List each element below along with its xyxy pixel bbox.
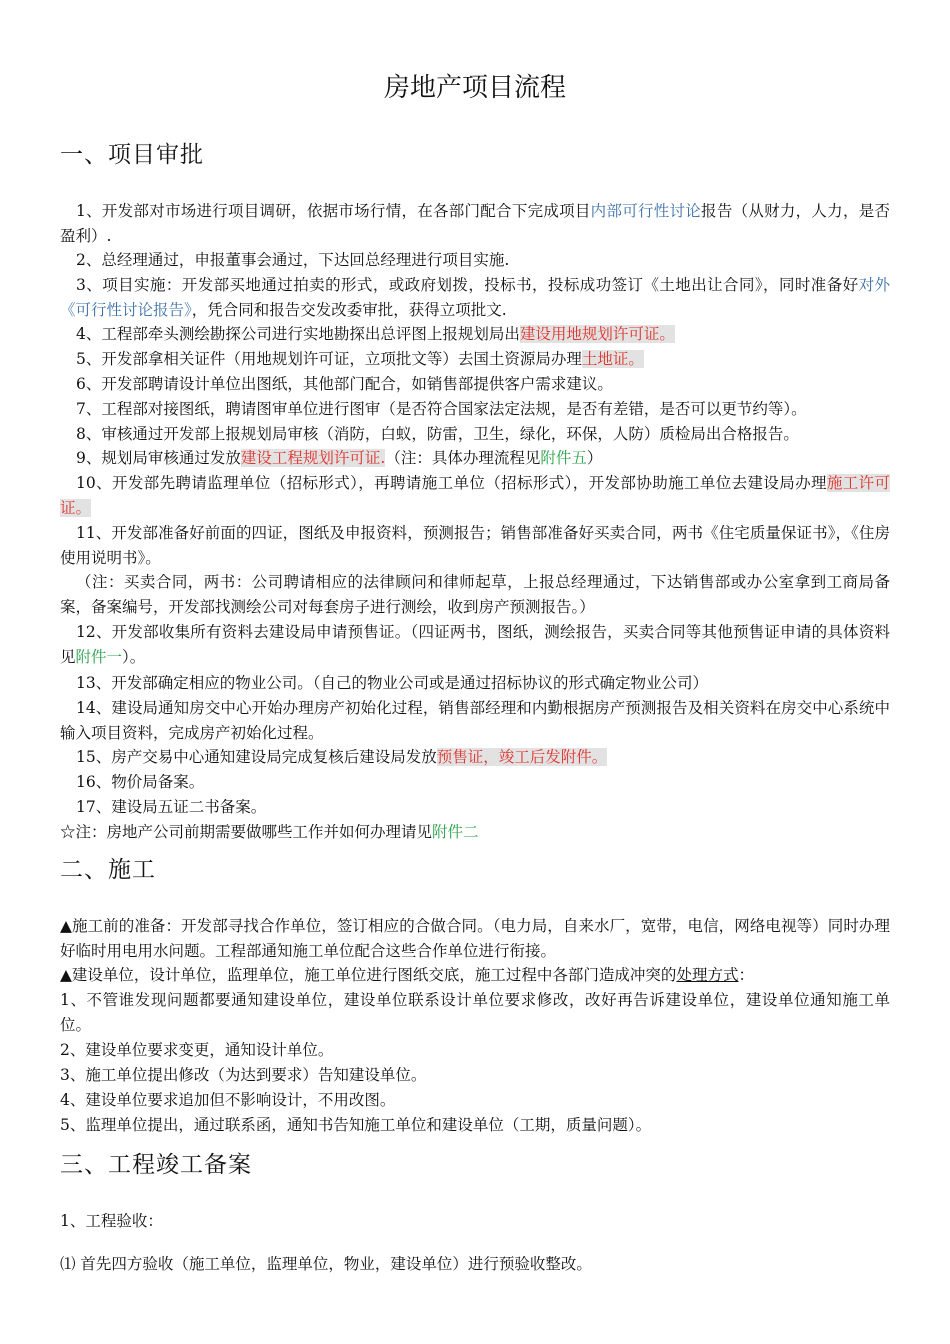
section-heading-construction: 二、施工: [60, 857, 156, 883]
paragraph-item-2: 2、总经理通过，申报董事会通过，下达回总经理进行项目实施.: [76, 251, 510, 269]
paragraph-item-17: 17、建设局五证二书备案。: [76, 798, 267, 816]
item-10-text: 10、开发部先聘请监理单位（招标形式），再聘请施工单位（招标形式），开发部协助施工单位去建设局办理: [76, 474, 827, 492]
section-heading-completion: 三、工程竣工备案: [60, 1152, 252, 1178]
item-12-attachment-link[interactable]: 附件一: [75, 647, 123, 666]
paragraph-rule-1: 1、不管谁发现问题都要通知建设单位，建设单位联系设计单位要求修改，改好再告诉建设单位，建设单位通知施工单位。: [60, 991, 890, 1034]
paragraph-item-1: [60, 199, 890, 248]
paragraph-item-14: 14、建设局通知房交中心开始办理房产初始化过程，销售部经理和内勤根据房产预测报告及相关资料在房交中心系统中输入项目资料，完成房产初始化过程。: [60, 699, 890, 742]
paragraph-item-6: 6、开发部聘请设计单位出图纸，其他部门配合，如销售部提供客户需求建议。: [76, 375, 613, 393]
paragraph-item-5: [60, 347, 890, 372]
paragraph-rule-2: 2、建设单位要求变更，通知设计单位。: [60, 1041, 334, 1059]
item-9-tail: ）: [586, 449, 603, 467]
paragraph-item-12: [60, 620, 890, 669]
document-title: 房地产项目流程: [383, 73, 566, 103]
section-heading-approval: 一、项目审批: [60, 142, 204, 168]
paragraph-preparation: ▲施工前的准备：开发部寻找合作单位，签订相应的合做合同。（电力局，自来水厂，宽带，电信，网络电视等）同时办理好临时用电用水问题。工程部通知施工单位配合这些合作单位进行衔接。: [60, 917, 890, 960]
paragraph-item-11: 11、开发部准备好前面的四证，图纸及申报资料，预测报告；销售部准备好买卖合同，两书《住宅质量保证书》，《住房使用说明书》。: [60, 524, 890, 567]
item-15-text: 15、房产交易中心通知建设局完成复核后建设局发放: [76, 748, 437, 766]
item-12-tail: ）。: [122, 647, 146, 666]
item-1-tail: 报告（从财力，人力，是否盈利）.: [60, 202, 890, 245]
paragraph-rule-5: 5、监理单位提出，通过联系函，通知书告知施工单位和建设单位（工期，质量问题）。: [60, 1116, 652, 1134]
item-9-text: 9、规划局审核通过发放: [76, 449, 241, 467]
item-12-text: 12、开发部收集所有资料去建设局申请预售证。（四证两书，图纸，测绘报告，买卖合同等其他预售证申请的具体资料见: [60, 623, 890, 666]
item-9-note: （注：具体办理流程见: [385, 449, 541, 467]
item-4-text: 4、工程部牵头测绘勘探公司进行实地勘探出总评图上报规划局出: [76, 325, 520, 343]
item-9-highlight: 建设工程规划许可证.: [240, 449, 386, 467]
item-9-attachment-link[interactable]: 附件五: [540, 449, 587, 467]
paragraph-note-attachment: [60, 820, 890, 845]
conflict-text: ▲建设单位，设计单位，监理单位，施工单位进行图纸交底，施工过程中各部门造成冲突的: [60, 966, 677, 984]
item-3-tail: ，凭合同和报告交发改委审批，获得立项批文.: [191, 300, 507, 319]
item-10-highlight: 施工许可证。: [60, 474, 890, 517]
item-1-highlight: 内部可行性讨论: [590, 202, 702, 220]
paragraph-rule-3: 3、施工单位提出修改（为达到要求）告知建设单位。: [60, 1066, 427, 1084]
item-3-text: 3、项目实施：开发部买地通过拍卖的形式，或政府划拨，投标书，投标成功签订《土地出让合同》，同时准备好: [76, 276, 859, 294]
item-5-highlight: 土地证。: [581, 350, 644, 368]
item-15-highlight: 预售证，竣工后发附件。: [436, 748, 608, 766]
paragraph-acceptance: 1、工程验收：: [60, 1212, 163, 1230]
conflict-tail: ：: [738, 966, 754, 984]
paragraph-item-13: 13、开发部确定相应的物业公司。（自己的物业公司或是通过招标协议的形式确定物业公司）: [76, 674, 708, 692]
paragraph-item-16: 16、物价局备案。: [76, 773, 205, 791]
item-1-text: 1、开发部对市场进行项目调研，依据市场行情，在各部门配合下完成项目: [76, 202, 591, 220]
conflict-underlined: 处理方式: [676, 966, 739, 984]
item-3-highlight: 对外《可行性讨论报告》: [60, 276, 890, 319]
paragraph-rule-4: 4、建设单位要求追加但不影响设计，不用改图。: [60, 1091, 396, 1109]
paragraph-item-10: [60, 471, 890, 520]
paragraph-item-8: 8、审核通过开发部上报规划局审核（消防，白蚁，防雷，卫生，绿化，环保，人防）质检局出合格报告。: [76, 425, 799, 443]
paragraph-item-7: 7、工程部对接图纸，聘请图审单位进行图审（是否符合国家法定法规，是否有差错，是否可以更节约等）。: [76, 400, 807, 418]
paragraph-pre-acceptance: ⑴ 首先四方验收（施工单位，监理单位，物业，建设单位）进行预验收整改。: [60, 1255, 592, 1273]
paragraph-item-11-note: （注：买卖合同，两书：公司聘请相应的法律顾问和律师起草，上报总经理通过，下达销售部或办公室拿到工商局备案，备案编号，开发部找测绘公司对每套房子进行测绘，收到房产预测报告。）: [60, 573, 890, 616]
paragraph-item-9: [60, 446, 890, 471]
paragraph-item-3: [60, 273, 890, 322]
paragraph-conflict-handling: [60, 963, 890, 988]
paragraph-item-4: [60, 322, 890, 347]
item-4-highlight: 建设用地规划许可证。: [519, 325, 675, 343]
paragraph-item-15: [60, 745, 890, 770]
note-attachment-link[interactable]: 附件二: [432, 823, 479, 841]
note-text: ☆注：房地产公司前期需要做哪些工作并如何办理请见: [60, 823, 433, 841]
item-5-text: 5、开发部拿相关证件（用地规划许可证，立项批文等）去国土资源局办理: [76, 350, 582, 368]
